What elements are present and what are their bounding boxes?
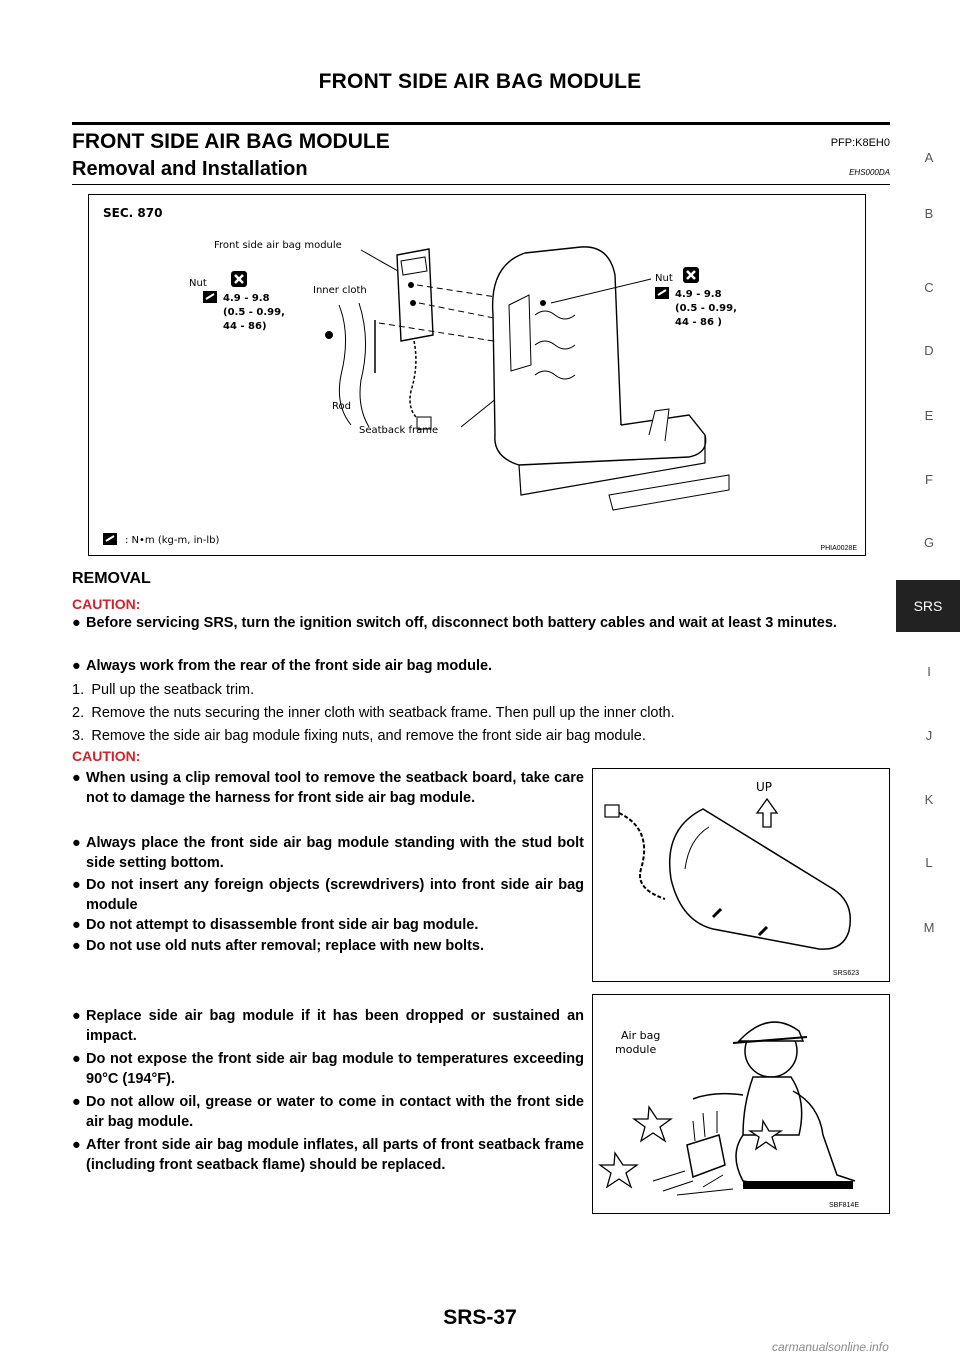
bullet-icon: ● — [72, 938, 81, 954]
bullet-icon: ● — [72, 917, 81, 933]
side-index-j[interactable]: J — [925, 728, 933, 743]
caution-label-2: CAUTION: — [72, 748, 141, 764]
figure1-id: PHIA0028E — [820, 545, 857, 552]
section-code: EHS000DA — [849, 168, 890, 177]
side-index-k[interactable]: K — [924, 792, 934, 807]
torque-left-line2: (0.5 - 0.99, — [223, 307, 285, 318]
torque-right-line3: 44 - 86 ) — [675, 317, 722, 328]
no-reuse-icon-left — [231, 271, 247, 287]
label-front-side-airbag-module: Front side air bag module — [214, 240, 342, 251]
label-rod: Rod — [332, 401, 351, 412]
no-reuse-icon-right — [683, 267, 699, 283]
label-inner-cloth: Inner cloth — [313, 285, 367, 296]
label-nut-left: Nut — [189, 278, 207, 289]
side-index-srs-tab[interactable]: SRS — [896, 580, 960, 632]
label-nut-right: Nut — [655, 273, 673, 284]
header-rule — [72, 122, 890, 125]
side-index-b[interactable]: B — [924, 206, 934, 221]
bullet-icon: ● — [72, 835, 81, 851]
caution-label-1: CAUTION: — [72, 596, 141, 612]
step-3: 3. Remove the side air bag module fixing nuts, and remove the front side air bag module. — [72, 728, 646, 744]
main-title-block — [72, 130, 890, 156]
up-label: UP — [756, 780, 773, 794]
watermark: carmanualsonline.info — [772, 1340, 889, 1354]
caution-item: ● Do not use old nuts after removal; replace with new bolts. — [72, 938, 485, 954]
dropped-module-illustration — [593, 995, 889, 1213]
caution-item: ● After front side air bag module inflates, all parts of front seatback frame (including front seatback flame) should be replaced. — [72, 1137, 584, 1173]
torque-right-line1: 4.9 - 9.8 — [675, 289, 722, 300]
figure-dropped-module — [592, 994, 890, 1214]
side-index-i[interactable]: I — [927, 664, 931, 679]
torque-icon-left — [203, 291, 217, 303]
bullet-icon: ● — [72, 615, 81, 631]
caution-item: ● Do not attempt to disassemble front side air bag module. — [72, 917, 479, 933]
bullet-icon: ● — [72, 1094, 81, 1110]
up-arrow-icon — [757, 799, 777, 827]
figure3-id: SBF814E — [829, 1202, 859, 1209]
caution-item: ● Replace side air bag module if it has been dropped or sustained an impact. — [72, 1008, 584, 1044]
bullet-icon: ● — [72, 877, 81, 893]
torque-left-line3: 44 - 86) — [223, 321, 267, 332]
section-title: Removal and Installation — [72, 158, 308, 180]
sec-label: SEC. 870 — [103, 206, 163, 220]
torque-left-line1: 4.9 - 9.8 — [223, 293, 270, 304]
side-index-g[interactable]: G — [923, 535, 935, 550]
side-index-d[interactable]: D — [924, 343, 934, 358]
page-number: SRS-37 — [443, 1306, 517, 1329]
side-index-f[interactable]: F — [925, 472, 933, 487]
bullet-icon: ● — [72, 1051, 81, 1067]
caution-item: ● Do not allow oil, grease or water to come in contact with the front side air bag module. — [72, 1094, 584, 1130]
caution-item: ● Always work from the rear of the front side air bag module. — [72, 658, 493, 674]
step-2: 2. Remove the nuts securing the inner cloth with seatback frame. Then pull up the inner cloth. — [72, 705, 675, 721]
bullet-icon: ● — [72, 770, 81, 786]
section-title-block — [72, 158, 890, 184]
caution-item: ● Do not insert any foreign objects (screwdrivers) into front side air bag module — [72, 877, 584, 913]
removal-heading: REMOVAL — [72, 570, 151, 587]
airbag-label-line1: Air bag — [621, 1029, 661, 1042]
caution-item: ● Do not expose the front side air bag module to temperatures exceeding 90°C (194°F). — [72, 1051, 584, 1087]
caution-item: ● Always place the front side air bag module standing with the stud bolt side setting bottom. — [72, 835, 584, 871]
bullet-icon: ● — [72, 658, 81, 674]
bullet-icon: ● — [72, 1137, 81, 1153]
figure-airbag-module-up — [592, 768, 890, 982]
caution-item: ● Before servicing SRS, turn the ignition switch off, disconnect both battery cables and wait at least 3 minutes. — [72, 615, 837, 631]
main-title-code: PFP:K8EH0 — [830, 137, 890, 149]
torque-icon-right — [655, 287, 669, 299]
bullet-icon: ● — [72, 1008, 81, 1024]
label-seatback-frame: Seatback frame — [359, 425, 439, 436]
side-index-c[interactable]: C — [924, 280, 934, 295]
unit-legend: : N•m (kg-m, in-lb) — [125, 535, 220, 546]
side-index-a[interactable]: A — [924, 150, 934, 165]
main-title: FRONT SIDE AIR BAG MODULE — [72, 130, 390, 153]
seat-exploded-diagram — [89, 195, 865, 555]
torque-unit-icon — [103, 533, 117, 545]
caution-item: ● When using a clip removal tool to remove the seatback board, take care not to damage the harness for front side air bag module. — [72, 770, 584, 806]
figure2-id: SRS623 — [832, 970, 859, 977]
torque-right-line2: (0.5 - 0.99, — [675, 303, 737, 314]
page-header-title: FRONT SIDE AIR BAG MODULE — [318, 70, 642, 93]
figure-seat-exploded — [88, 194, 866, 556]
section-rule — [72, 184, 890, 185]
airbag-module-diagram — [593, 769, 889, 981]
side-index-e[interactable]: E — [924, 408, 934, 423]
side-index-m[interactable]: M — [923, 920, 935, 935]
step-1: 1. Pull up the seatback trim. — [72, 682, 255, 698]
airbag-label-line2: module — [615, 1043, 657, 1056]
side-index-l[interactable]: L — [925, 855, 933, 870]
